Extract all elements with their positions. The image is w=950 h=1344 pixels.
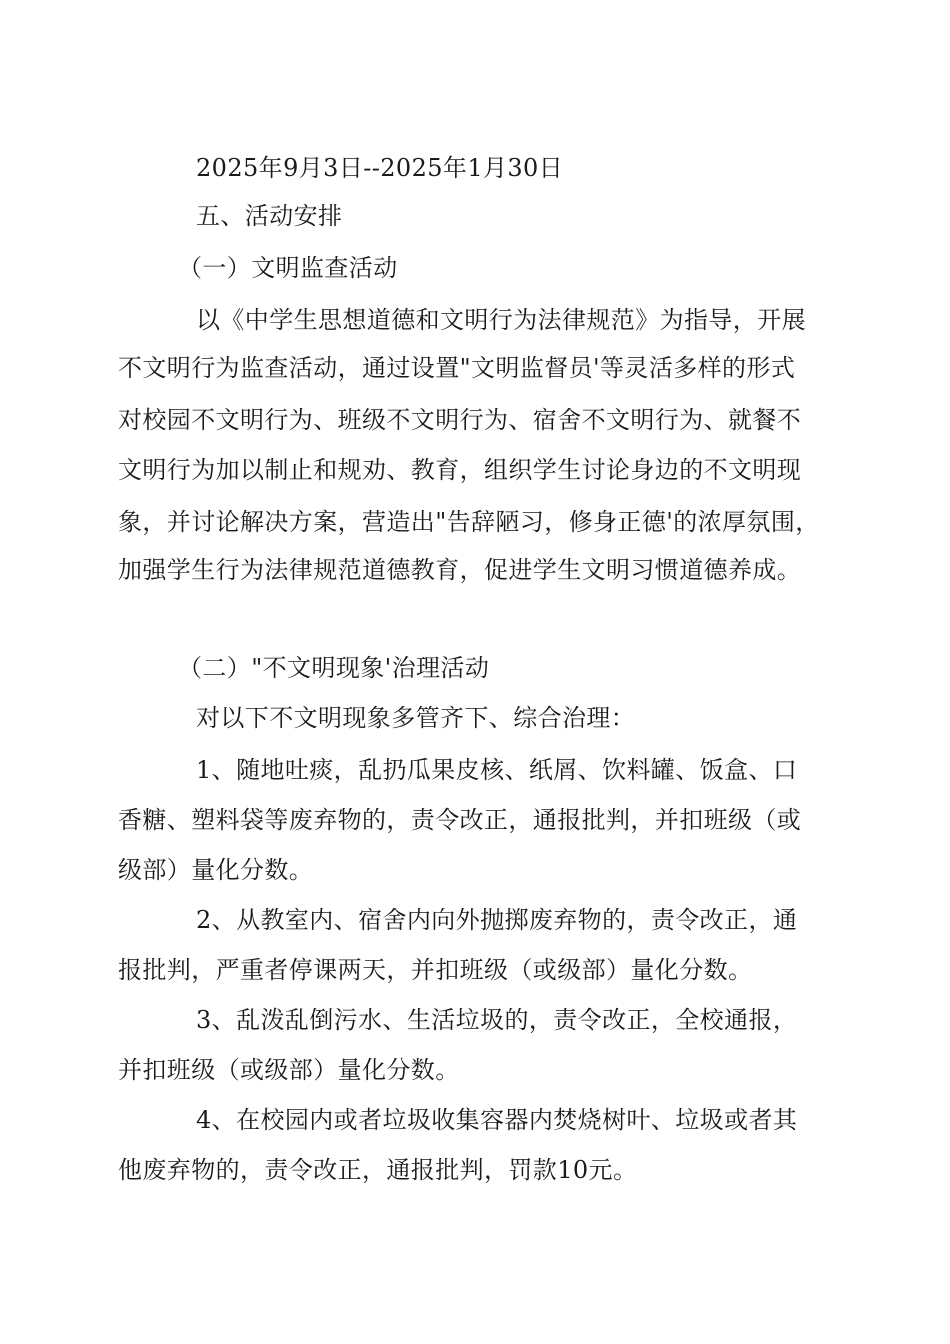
list-item-line: 3、乱泼乱倒污水、生活垃圾的，责令改正，全校通报， — [196, 1006, 798, 1034]
paragraph-line: 加强学生行为法律规范道德教育，促进学生文明习惯道德养成。 — [118, 556, 802, 584]
paragraph-line: 对校园不文明行为、班级不文明行为、宿舍不文明行为、就餐不 — [118, 406, 802, 434]
subsection-heading-1: （一）文明监查活动 — [178, 254, 398, 282]
list-item-line: 香糖、塑料袋等废弃物的，责令改正，通报批判，并扣班级（或 — [118, 806, 802, 834]
list-item-line: 并扣班级（或级部）量化分数。 — [118, 1056, 460, 1084]
paragraph-line: 以《中学生思想道德和文明行为法律规范》为指导，开展 — [196, 306, 806, 334]
subsection-heading-2: （二）"不文明现象'治理活动 — [178, 654, 490, 682]
list-item-line: 2、从教室内、宿舍内向外抛掷废弃物的，责令改正，通 — [196, 906, 798, 934]
list-item-line: 4、在校园内或者垃圾收集容器内焚烧树叶、垃圾或者其 — [196, 1106, 798, 1134]
date-range: 2025年9月3日--2025年1月30日 — [196, 154, 564, 182]
list-item-line: 级部）量化分数。 — [118, 856, 314, 884]
section-heading: 五、活动安排 — [196, 202, 343, 230]
list-item-line: 1、随地吐痰，乱扔瓜果皮核、纸屑、饮料罐、饭盒、口 — [196, 756, 798, 784]
list-item-line: 报批判，严重者停课两天，并扣班级（或级部）量化分数。 — [118, 956, 753, 984]
paragraph-line: 文明行为加以制止和规劝、教育，组织学生讨论身边的不文明现 — [118, 456, 802, 484]
paragraph-line: 象，并讨论解决方案，营造出"告辞陋习，修身正德'的浓厚氛围， — [118, 508, 820, 536]
paragraph-line: 对以下不文明现象多管齐下、综合治理： — [196, 704, 636, 732]
list-item-line: 他废弃物的，责令改正，通报批判，罚款10元。 — [118, 1156, 638, 1184]
paragraph-line: 不文明行为监查活动，通过设置"文明监督员'等灵活多样的形式 — [118, 354, 796, 382]
